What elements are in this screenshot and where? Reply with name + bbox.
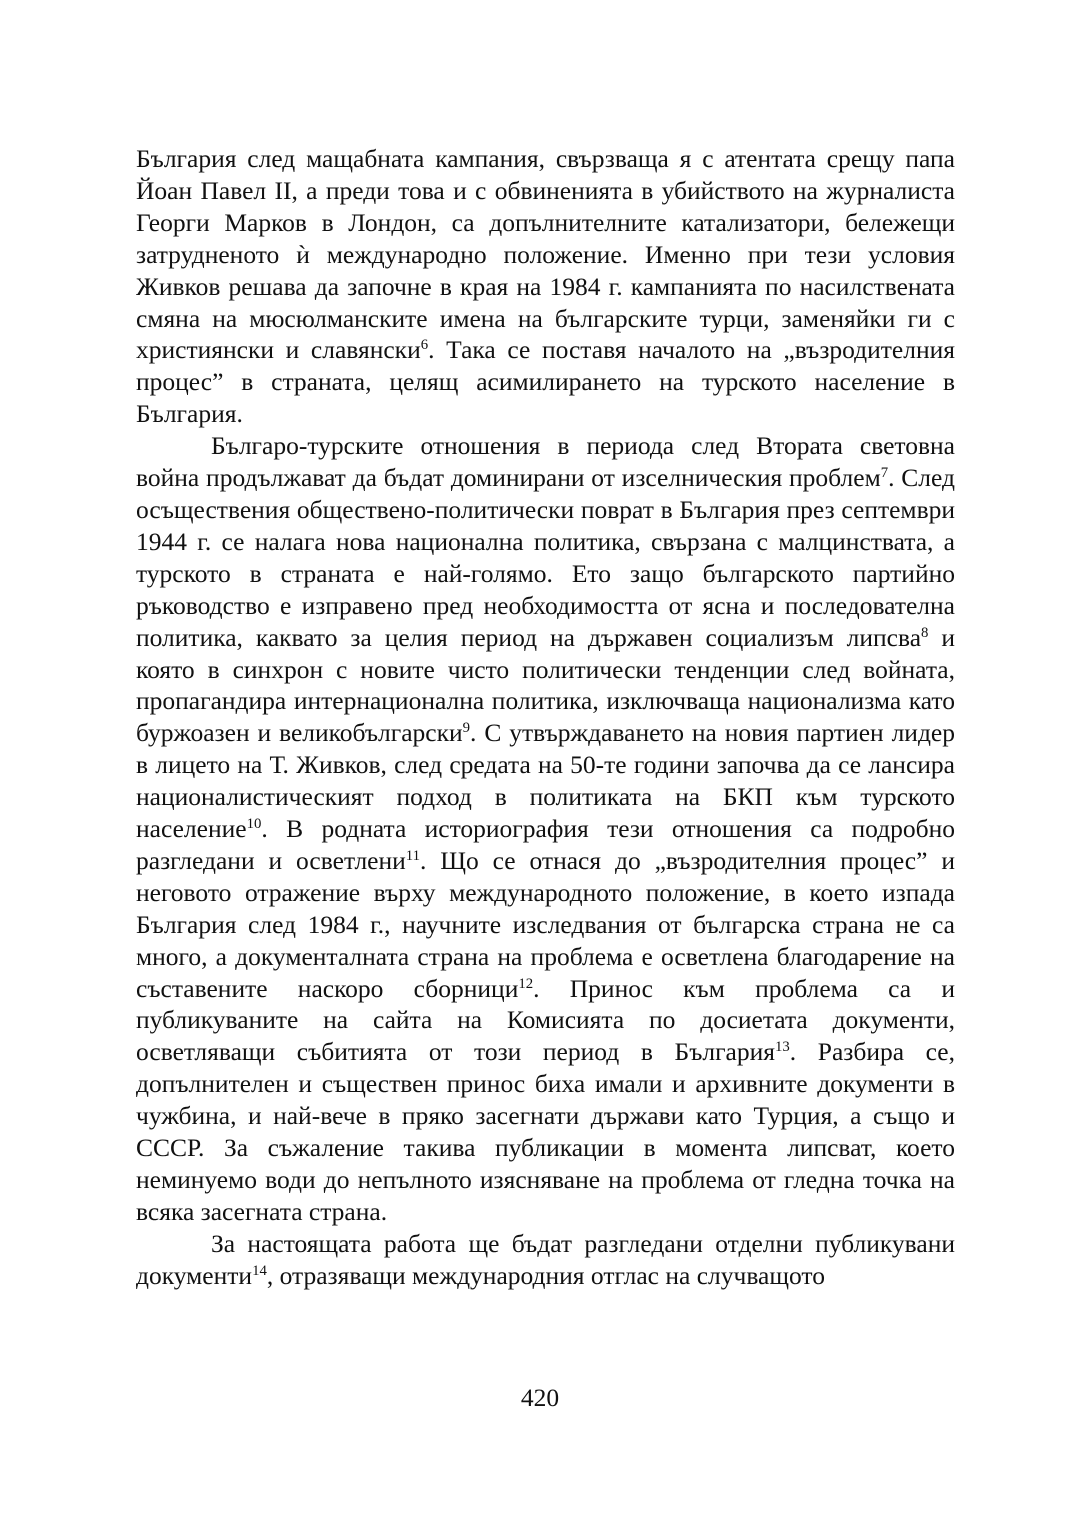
paragraph-2 — [136, 430, 955, 1228]
text-run: Българо-турските отношения в периода след Втората световна война продължават да бъдат доминирани от изселническия проблем — [136, 431, 955, 493]
page-body — [136, 143, 955, 1292]
footnote-ref-14[interactable]: 14 — [252, 1262, 267, 1279]
text-run: За настоящата работа ще бъдат разгледани отделни публикувани документи — [136, 1228, 955, 1290]
footnote-ref-10[interactable]: 10 — [246, 815, 262, 832]
footnote-ref-12[interactable]: 12 — [518, 975, 534, 992]
footnote-ref-7[interactable]: 7 — [880, 464, 889, 481]
text-run: и която в синхрон с новите чисто политически тенденции след войната, пропагандира интернационална политика, изключваща национализма като буржоазен и великобългарски — [136, 622, 955, 748]
text-run: . След осъществения обществено-политически поврат в България през септември 1944 г. се налага нова национална политика, свързана с малцинствата, а турското в страната е най-голямо. Ето защо българското партийно ръководство е изправено пред необходимостта от ясна и последователна политика, каквато за целия период на държавен социализъм липсва — [136, 463, 955, 652]
text-run: . Що се отнася до „възродителния процес” и неговото отражение върху международното положение, в което изпада България след 1984 г., научните изследвания от българска страна не са много, а документалната страна на проблема е осветлена благодарение на съставените наскоро сборници — [136, 845, 955, 1003]
text-run: България след мащабната кампания, свързваща я с атентата срещу папа Йоан Павел II, а преди това и с обвиненията в убийството на журналиста Георги Марков в Лондон, са допълнителните катализатори, бележещи затрудненото ѝ международно положение. Именно при тези условия Живков решава да започне в края на 1984 г. кампанията по насилствената смяна на мюсюлманските имена на българските турци, заменяйки ги с християнски и славянски — [136, 144, 955, 365]
footnote-ref-6[interactable]: 6 — [420, 337, 429, 354]
footnote-ref-13[interactable]: 13 — [775, 1039, 790, 1056]
text-run: . С утвърждаването на новия партиен лидер в лицето на Т. Живков, след средата на 50-те години започва да се лансира националистическият подход в политиката на БКП към турското население — [136, 718, 955, 844]
text-run: . В родната историография тези отношения са подробно разгледани и осветлени — [136, 814, 955, 875]
footnote-ref-8[interactable]: 8 — [921, 624, 929, 641]
paragraph-1 — [136, 143, 955, 430]
paragraph-3 — [136, 1228, 955, 1292]
page-number: 420 — [520, 1383, 560, 1412]
text-run: . Така се поставя началото на „възродителния процес” в страната, целящ асимилирането на турското население в България. — [136, 335, 955, 429]
text-run: . Принос към проблема са и публикуваните на сайта на Комисията по досиетата документи, осветляващи събитията от този период в България — [136, 973, 955, 1067]
footnote-ref-9[interactable]: 9 — [462, 720, 471, 737]
footnote-ref-11[interactable]: 11 — [405, 847, 421, 864]
text-run: , отразяващи международния отглас на случващото — [266, 1260, 825, 1290]
text-run: . Разбира се, допълнителен и съществен принос биха имали и архивните документи в чужбина, и най-вече в пряко засегнати държави като Турция, а също и СССР. За съжаление такива публикации в момента липсват, което неминуемо води до непълното изясняване на проблема от гледна точка на всяка засегната страна. — [136, 1037, 955, 1226]
